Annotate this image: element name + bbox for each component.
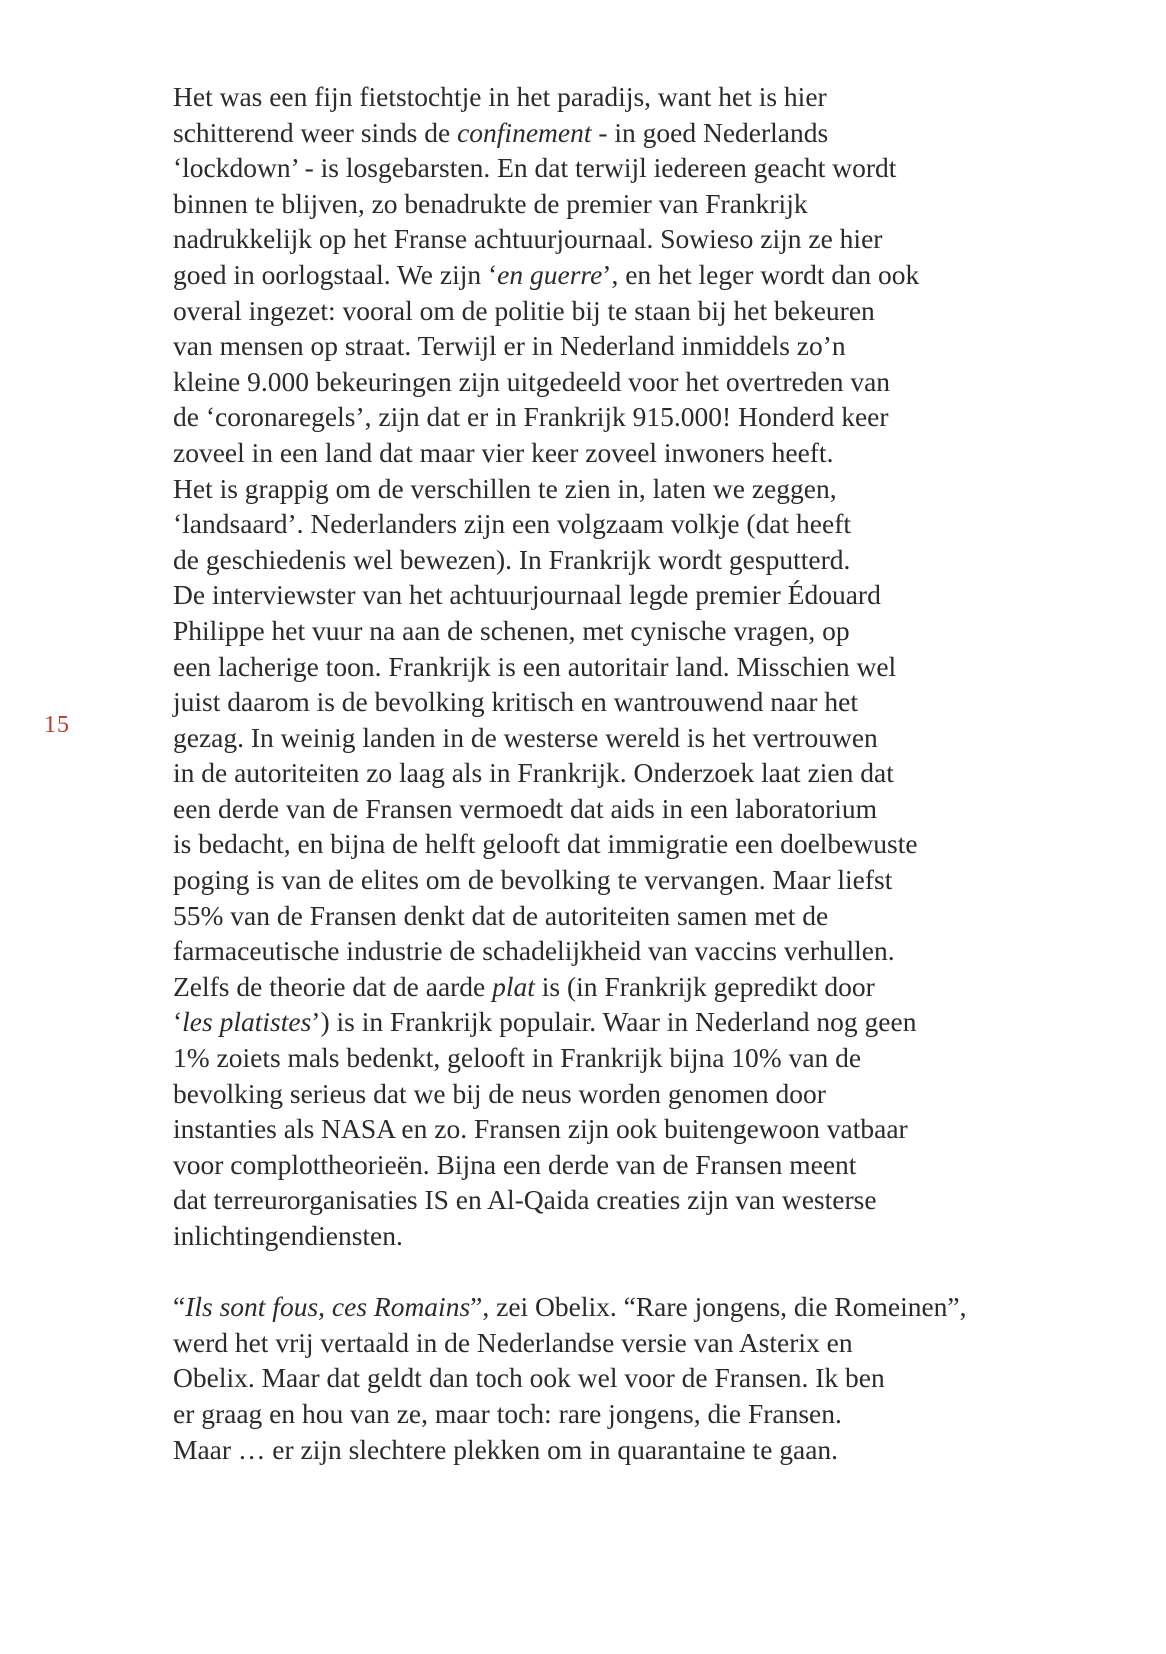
text-line: poging is van de elites om de bevolking te vervangen. Maar liefst: [173, 864, 893, 896]
text-line: “Ils sont fous, ces Romains”, zei Obelix. “Rare jongens, die Romeinen”,: [173, 1291, 967, 1323]
text-line: ‘les platistes’) is in Frankrijk populair. Waar in Nederland nog geen: [173, 1006, 917, 1038]
text-line: Het is grappig om de verschillen te zien in, laten we zeggen,: [173, 472, 837, 504]
text-line: een lacherige toon. Frankrijk is een autoritair land. Misschien wel: [173, 650, 897, 682]
text-line: in de autoriteiten zo laag als in Frankrijk. Onderzoek laat zien dat: [173, 757, 894, 789]
text-line: ‘landsaard’. Nederlanders zijn een volgzaam volkje (dat heeft: [173, 508, 852, 540]
text-line: zoveel in een land dat maar vier keer zoveel inwoners heeft.: [173, 436, 834, 468]
text-line: Philippe het vuur na aan de schenen, met cynische vragen, op: [173, 614, 850, 646]
text-line: instanties als NASA en zo. Fransen zijn ook buitengewoon vatbaar: [173, 1113, 908, 1145]
text-line: van mensen op straat. Terwijl er in Nederland inmiddels zo’n: [173, 330, 846, 362]
text-line: juist daarom is de bevolking kritisch en wantrouwend naar het: [173, 686, 859, 718]
text-line: goed in oorlogstaal. We zijn ‘en guerre’, en het leger wordt dan ook: [173, 258, 920, 290]
text-line: dat terreurorganisaties IS en Al-Qaida creaties zijn van westerse: [173, 1184, 877, 1216]
text-line: 1% zoiets mals bedenkt, gelooft in Frankrijk bijna 10% van de: [173, 1042, 862, 1074]
text-line: de geschiedenis wel bewezen). In Frankrijk wordt gesputterd.: [173, 543, 851, 575]
text-line: de ‘coronaregels’, zijn dat er in Frankrijk 915.000! Honderd keer: [173, 401, 889, 433]
text-line: inlichtingendiensten.: [173, 1220, 403, 1251]
body-text: [173, 79, 1033, 1467]
text-line: 55% van de Fransen denkt dat de autoriteiten samen met de: [173, 899, 829, 931]
page-number: 15: [44, 712, 70, 738]
text-line: Obelix. Maar dat geldt dan toch ook wel voor de Fransen. Ik ben: [173, 1362, 885, 1394]
italic-text: les platistes: [182, 1006, 312, 1038]
italic-text: plat: [492, 970, 535, 1002]
text-line: Zelfs de theorie dat de aarde plat is (in Frankrijk gepredikt door: [173, 970, 875, 1002]
text-line: schitterend weer sinds de confinement - in goed Nederlands: [173, 116, 829, 148]
text-line: binnen te blijven, zo benadrukte de premier van Frankrijk: [173, 187, 808, 219]
text-line: Maar … er zijn slechtere plekken om in quarantaine te gaan.: [173, 1433, 839, 1465]
italic-text: Ils sont fous, ces Romains: [185, 1291, 471, 1323]
text-line: is bedacht, en bijna de helft gelooft dat immigratie een doelbewuste: [173, 828, 918, 860]
text-line: er graag en hou van ze, maar toch: rare jongens, die Fransen.: [173, 1397, 842, 1429]
text-line: De interviewster van het achtuurjournaal legde premier Édouard: [173, 579, 881, 611]
text-line: gezag. In weinig landen in de westerse wereld is het vertrouwen: [173, 721, 878, 753]
text-line: bevolking serieus dat we bij de neus worden genomen door: [173, 1077, 826, 1109]
text-line: nadrukkelijk op het Franse achtuurjournaal. Sowieso zijn ze hier: [173, 223, 883, 255]
italic-text: en guerre: [497, 258, 603, 290]
text-line: Het was een fijn fietstochtje in het paradijs, want het is hier: [173, 81, 827, 112]
text-line: voor complottheorieën. Bijna een derde van de Fransen meent: [173, 1148, 857, 1180]
paragraph-2: [173, 1289, 1033, 1467]
text-line: kleine 9.000 bekeuringen zijn uitgedeeld voor het overtreden van: [173, 365, 891, 397]
paragraph-1: [173, 79, 1033, 1254]
italic-text: confinement: [457, 116, 592, 148]
text-line: ‘lockdown’ - is losgebarsten. En dat terwijl iedereen geacht wordt: [173, 152, 897, 184]
paragraph-spacer: [173, 1254, 1033, 1290]
text-line: farmaceutische industrie de schadelijkheid van vaccins verhullen.: [173, 935, 895, 967]
text-line: werd het vrij vertaald in de Nederlandse versie van Asterix en: [173, 1326, 853, 1358]
text-line: een derde van de Fransen vermoedt dat aids in een laboratorium: [173, 792, 878, 824]
text-line: overal ingezet: vooral om de politie bij te staan bij het bekeuren: [173, 294, 875, 326]
